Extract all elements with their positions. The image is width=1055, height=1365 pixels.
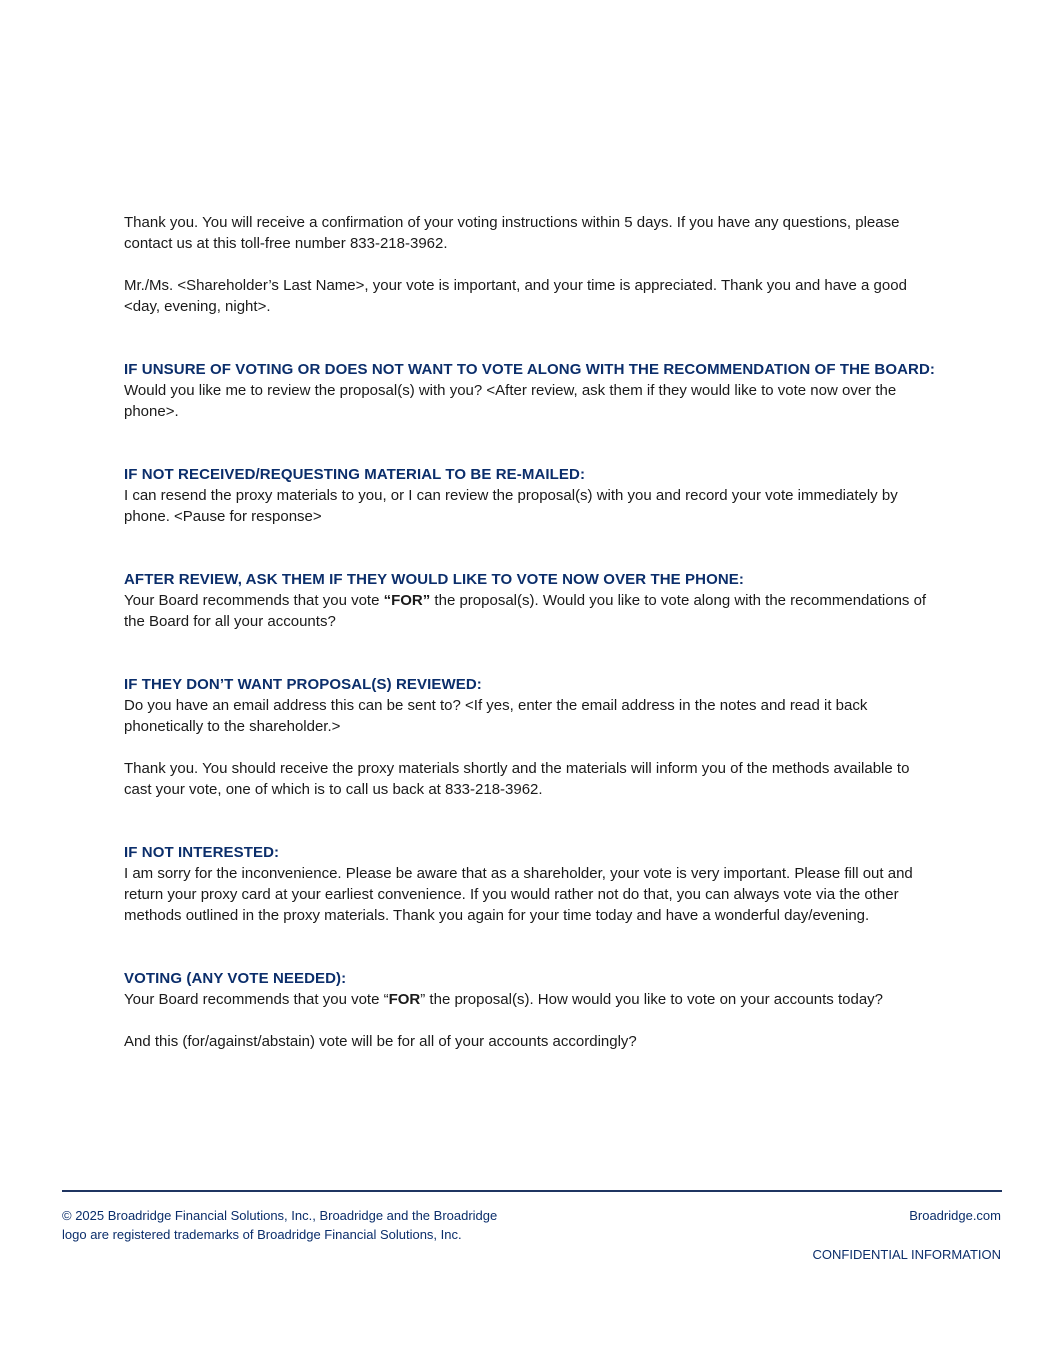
section-heading: IF UNSURE OF VOTING OR DOES NOT WANT TO VOTE ALONG WITH THE RECOMMENDATION OF THE BOARD:: [124, 361, 936, 378]
section-not-interested: [124, 842, 939, 926]
confidential-label: CONFIDENTIAL INFORMATION: [812, 1247, 1001, 1262]
intro-section: [124, 212, 939, 317]
section-after-review: [124, 569, 939, 632]
footer-copyright: © 2025 Broadridge Financial Solutions, Inc., Broadridge and the Broadridge logo are registered trademarks of Broadridge Financial Solutions, Inc.: [62, 1208, 498, 1242]
section-heading: IF THEY DON’T WANT PROPOSAL(S) REVIEWED:: [124, 676, 482, 693]
text-run: the proposal(s). Would you like to vote along with the recommendations of the Board for all your accounts?: [124, 592, 927, 630]
board-recommendation-paragraph: [124, 989, 939, 1010]
footer-divider: [62, 1190, 1002, 1192]
text-run: ” the proposal(s). How would you like to vote on your accounts today?: [420, 991, 884, 1008]
section-heading: IF NOT RECEIVED/REQUESTING MATERIAL TO BE RE-MAILED:: [124, 466, 586, 483]
board-recommendation-paragraph: [124, 590, 939, 632]
body-paragraph: I am sorry for the inconvenience. Please be aware that as a shareholder, your vote is very important. Please fill out and return your proxy card at your earliest convenience. If you would rather not do that, you can always vote via the other methods outlined in the proxy materials. Thank you again for your time today and have a wonderful day/evening.: [124, 865, 913, 924]
footer-right: [813, 1206, 1002, 1264]
text-run: Your Board recommends that you vote “: [124, 991, 389, 1008]
section-heading: AFTER REVIEW, ASK THEM IF THEY WOULD LIKE TO VOTE NOW OVER THE PHONE:: [124, 571, 744, 588]
for-emphasis: “FOR”: [383, 592, 431, 609]
body-paragraph: Thank you. You should receive the proxy materials shortly and the materials will inform you of the methods available to cast your vote, one of which is to call us back at 833-218-3962.: [124, 760, 910, 798]
for-emphasis: FOR: [388, 991, 421, 1008]
body-paragraph: Would you like me to review the proposal(s) with you? <After review, ask them if they would like to vote now over the phone>.: [124, 382, 897, 420]
body-paragraph: And this (for/against/abstain) vote will be for all of your accounts accordingly?: [124, 1033, 637, 1050]
section-no-review: [124, 674, 939, 800]
section-voting: [124, 968, 939, 1052]
body-paragraph: Mr./Ms. <Shareholder’s Last Name>, your vote is important, and your time is appreciated. Thank you and have a good <day, evening, night>.: [124, 277, 907, 315]
section-unsure-voting: [124, 359, 939, 422]
section-heading: IF NOT INTERESTED:: [124, 844, 280, 861]
body-paragraph: I can resend the proxy materials to you, or I can review the proposal(s) with you and record your vote immediately by phone. <Pause for response>: [124, 487, 898, 525]
section-heading: VOTING (ANY VOTE NEEDED):: [124, 970, 347, 987]
section-not-received: [124, 464, 939, 527]
body-paragraph: Do you have an email address this can be sent to? <If yes, enter the email address in the notes and read it back phonetically to the shareholder.>: [124, 697, 868, 735]
document-body: [124, 212, 939, 1052]
body-paragraph: Thank you. You will receive a confirmation of your voting instructions within 5 days. If you have any questions, please contact us at this toll-free number 833-218-3962.: [124, 214, 900, 252]
text-run: Your Board recommends that you vote: [124, 592, 384, 609]
website-link[interactable]: Broadridge.com: [909, 1208, 1001, 1223]
